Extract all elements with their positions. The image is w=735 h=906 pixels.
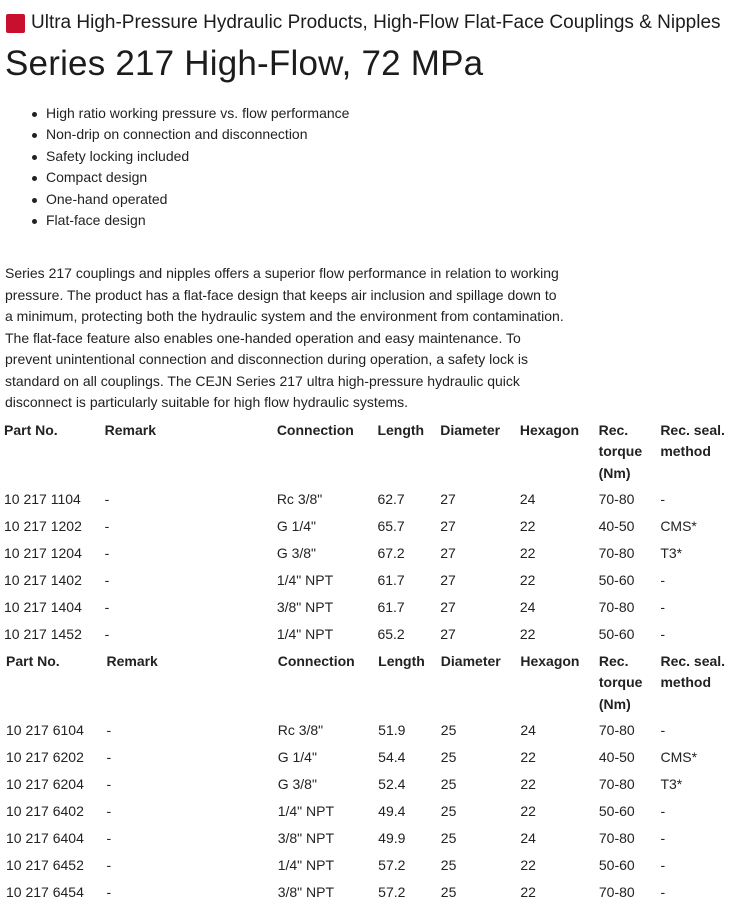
cell-part-no[interactable]: 10 217 1404 [4, 599, 82, 615]
cell-remark: - [106, 884, 112, 900]
column-header-diameter: Diameter [440, 653, 501, 669]
column-header-connection: Connection [277, 653, 355, 669]
column-header-part-no: Part No. [6, 653, 60, 669]
column-header-remark: Remark [104, 422, 157, 438]
cell-rec-seal-method: - [660, 572, 665, 588]
cell-rec-seal-method: - [660, 491, 665, 507]
column-header-rec-seal-method: Rec. seal. method [660, 653, 726, 691]
cell-part-no[interactable]: 10 217 1402 [4, 572, 82, 588]
cell-length: 57.2 [378, 857, 406, 873]
coupling-spec-table [4, 419, 735, 648]
cell-part-no[interactable]: 10 217 6454 [6, 884, 84, 900]
column-header-remark: Remark [106, 653, 158, 669]
column-header-length: Length [378, 653, 425, 669]
column-header-part-no: Part No. [4, 422, 58, 438]
cell-connection: 1/4" NPT [277, 857, 335, 873]
feature-item: Safety locking included [46, 146, 349, 167]
cell-rec-seal-method: - [660, 626, 665, 642]
cell-length: 65.2 [377, 626, 405, 642]
table-row [6, 771, 735, 798]
feature-item: Compact design [46, 167, 349, 188]
cell-hexagon: 24 [519, 491, 536, 507]
cell-hexagon: 22 [520, 776, 536, 792]
cell-rec-torque: 50-60 [598, 803, 635, 819]
cell-part-no[interactable]: 10 217 6402 [6, 803, 84, 819]
cell-hexagon: 22 [519, 518, 536, 534]
cell-length: 54.4 [378, 749, 406, 765]
table-row [4, 513, 735, 540]
cell-rec-torque: 50-60 [598, 626, 635, 642]
table-row [4, 567, 735, 594]
cell-remark: - [106, 803, 112, 819]
cell-hexagon: 24 [519, 599, 536, 615]
cell-part-no[interactable]: 10 217 1452 [4, 626, 82, 642]
cell-rec-seal-method: - [660, 722, 666, 738]
cell-part-no[interactable]: 10 217 6404 [6, 830, 84, 846]
column-header-length: Length [377, 422, 425, 438]
cell-remark: - [104, 572, 110, 588]
cell-rec-torque: 50-60 [598, 857, 635, 873]
page-title: Series 217 High-Flow, 72 MPa [5, 44, 484, 83]
cell-length: 61.7 [377, 599, 405, 615]
cell-rec-torque: 40-50 [598, 749, 635, 765]
column-header-rec-torque: Rec. torque (Nm) [598, 653, 643, 712]
cell-connection: Rc 3/8" [277, 722, 324, 738]
cell-rec-torque: 70-80 [598, 884, 635, 900]
table-row [6, 879, 735, 906]
table-row [4, 621, 735, 648]
table-row [4, 594, 735, 621]
cell-connection: G 3/8" [276, 545, 317, 561]
cell-hexagon: 24 [520, 830, 536, 846]
table-row [6, 852, 735, 879]
cell-diameter: 27 [440, 626, 456, 642]
cell-part-no[interactable]: 10 217 6452 [6, 857, 84, 873]
table-row [4, 540, 735, 567]
cell-remark: - [104, 599, 110, 615]
cell-diameter: 25 [440, 857, 457, 873]
cell-part-no[interactable]: 10 217 6204 [6, 776, 84, 792]
column-header-hexagon: Hexagon [520, 653, 580, 669]
cell-length: 57.2 [378, 884, 406, 900]
cell-part-no[interactable]: 10 217 1202 [4, 518, 82, 534]
cell-connection: 3/8" NPT [277, 830, 335, 846]
table-header-row [6, 650, 735, 717]
cell-rec-torque: 70-80 [598, 830, 635, 846]
table-row [6, 744, 735, 771]
cell-connection: G 1/4" [276, 518, 317, 534]
cell-rec-seal-method: - [660, 884, 666, 900]
cell-hexagon: 22 [520, 803, 536, 819]
cell-diameter: 25 [440, 776, 457, 792]
cell-length: 49.9 [378, 830, 406, 846]
cell-diameter: 25 [440, 722, 457, 738]
cell-rec-seal-method: CMS* [660, 518, 697, 534]
cell-hexagon: 22 [520, 884, 536, 900]
category-breadcrumb[interactable] [6, 11, 721, 35]
cell-remark: - [106, 749, 112, 765]
cell-diameter: 27 [440, 491, 456, 507]
cell-rec-seal-method: - [660, 599, 665, 615]
table-row [4, 486, 735, 513]
cell-remark: - [106, 857, 112, 873]
feature-list [46, 103, 349, 231]
cell-diameter: 25 [440, 830, 457, 846]
column-header-connection: Connection [276, 422, 354, 438]
table-row [6, 825, 735, 852]
product-description: Series 217 couplings and nipples offers a superior flow performance in relation to working pressure. The product has a flat-face design that keeps air inclusion and spillage down to a minimum, protecting both the hydraulic system and the environment from contamination. The flat-face feature also enables one-handed operation and easy maintenance. To prevent unintentional connection and disconnection during operation, a safety lock is standard on all couplings. The CEJN Series 217 ultra high-pressure hydraulic quick disconnect is particularly suitable for high flow hydraulic systems. [5, 265, 564, 410]
cell-rec-seal-method: - [660, 803, 666, 819]
cell-rec-seal-method: CMS* [660, 749, 698, 765]
table-header-row [4, 419, 735, 486]
feature-item: High ratio working pressure vs. flow performance [46, 103, 349, 124]
cell-diameter: 27 [440, 518, 456, 534]
cell-rec-torque: 40-50 [598, 518, 635, 534]
column-header-hexagon: Hexagon [519, 422, 580, 438]
cell-rec-seal-method: T3* [660, 545, 683, 561]
cell-remark: - [104, 545, 110, 561]
cell-remark: - [104, 491, 110, 507]
cell-hexagon: 22 [519, 626, 536, 642]
nipple-spec-table [6, 650, 735, 906]
cell-part-no[interactable]: 10 217 6202 [6, 749, 84, 765]
cell-diameter: 25 [440, 749, 457, 765]
cell-rec-torque: 70-80 [598, 776, 635, 792]
cell-connection: 1/4" NPT [276, 626, 334, 642]
cell-part-no[interactable]: 10 217 1104 [4, 491, 81, 507]
cell-remark: - [106, 830, 112, 846]
cell-part-no[interactable]: 10 217 1204 [4, 545, 82, 561]
feature-item: Non-drip on connection and disconnection [46, 124, 349, 145]
feature-item: One-hand operated [46, 189, 349, 210]
cell-remark: - [104, 518, 110, 534]
cell-diameter: 27 [440, 545, 456, 561]
cell-length: 67.2 [377, 545, 405, 561]
cell-connection: G 3/8" [277, 776, 317, 792]
category-label: Ultra High-Pressure Hydraulic Products, High-Flow Flat-Face Couplings & Nipples [31, 12, 721, 33]
cell-rec-seal-method: - [660, 830, 666, 846]
cell-diameter: 27 [440, 572, 456, 588]
cell-hexagon: 22 [520, 857, 536, 873]
cell-rec-seal-method: - [660, 857, 666, 873]
cell-length: 65.7 [377, 518, 405, 534]
column-header-rec-seal-method: Rec. seal. method [660, 422, 725, 460]
cell-remark: - [106, 722, 112, 738]
cell-diameter: 25 [440, 803, 457, 819]
brand-square-icon [6, 14, 25, 33]
cell-hexagon: 22 [519, 545, 536, 561]
cell-connection: 1/4" NPT [276, 572, 334, 588]
cell-hexagon: 22 [520, 749, 536, 765]
cell-length: 49.4 [378, 803, 406, 819]
table-row [6, 717, 735, 744]
column-header-diameter: Diameter [440, 422, 501, 438]
table-row [6, 798, 735, 825]
cell-diameter: 27 [440, 599, 456, 615]
cell-length: 62.7 [377, 491, 405, 507]
cell-rec-torque: 70-80 [598, 545, 635, 561]
feature-item: Flat-face design [46, 210, 349, 231]
cell-rec-seal-method: T3* [660, 776, 683, 792]
column-header-rec-torque: Rec. torque (Nm) [598, 422, 643, 481]
cell-length: 52.4 [378, 776, 406, 792]
cell-connection: G 1/4" [277, 749, 317, 765]
cell-rec-torque: 70-80 [598, 491, 635, 507]
cell-connection: 3/8" NPT [276, 599, 334, 615]
cell-length: 51.9 [378, 722, 406, 738]
cell-rec-torque: 70-80 [598, 722, 635, 738]
cell-length: 61.7 [377, 572, 405, 588]
cell-hexagon: 22 [519, 572, 536, 588]
cell-diameter: 25 [440, 884, 457, 900]
cell-connection: 3/8" NPT [277, 884, 335, 900]
cell-remark: - [106, 776, 112, 792]
cell-remark: - [104, 626, 110, 642]
cell-connection: 1/4" NPT [277, 803, 335, 819]
cell-part-no[interactable]: 10 217 6104 [6, 722, 84, 738]
cell-connection: Rc 3/8" [276, 491, 323, 507]
cell-hexagon: 24 [520, 722, 536, 738]
cell-rec-torque: 70-80 [598, 599, 635, 615]
cell-rec-torque: 50-60 [598, 572, 635, 588]
